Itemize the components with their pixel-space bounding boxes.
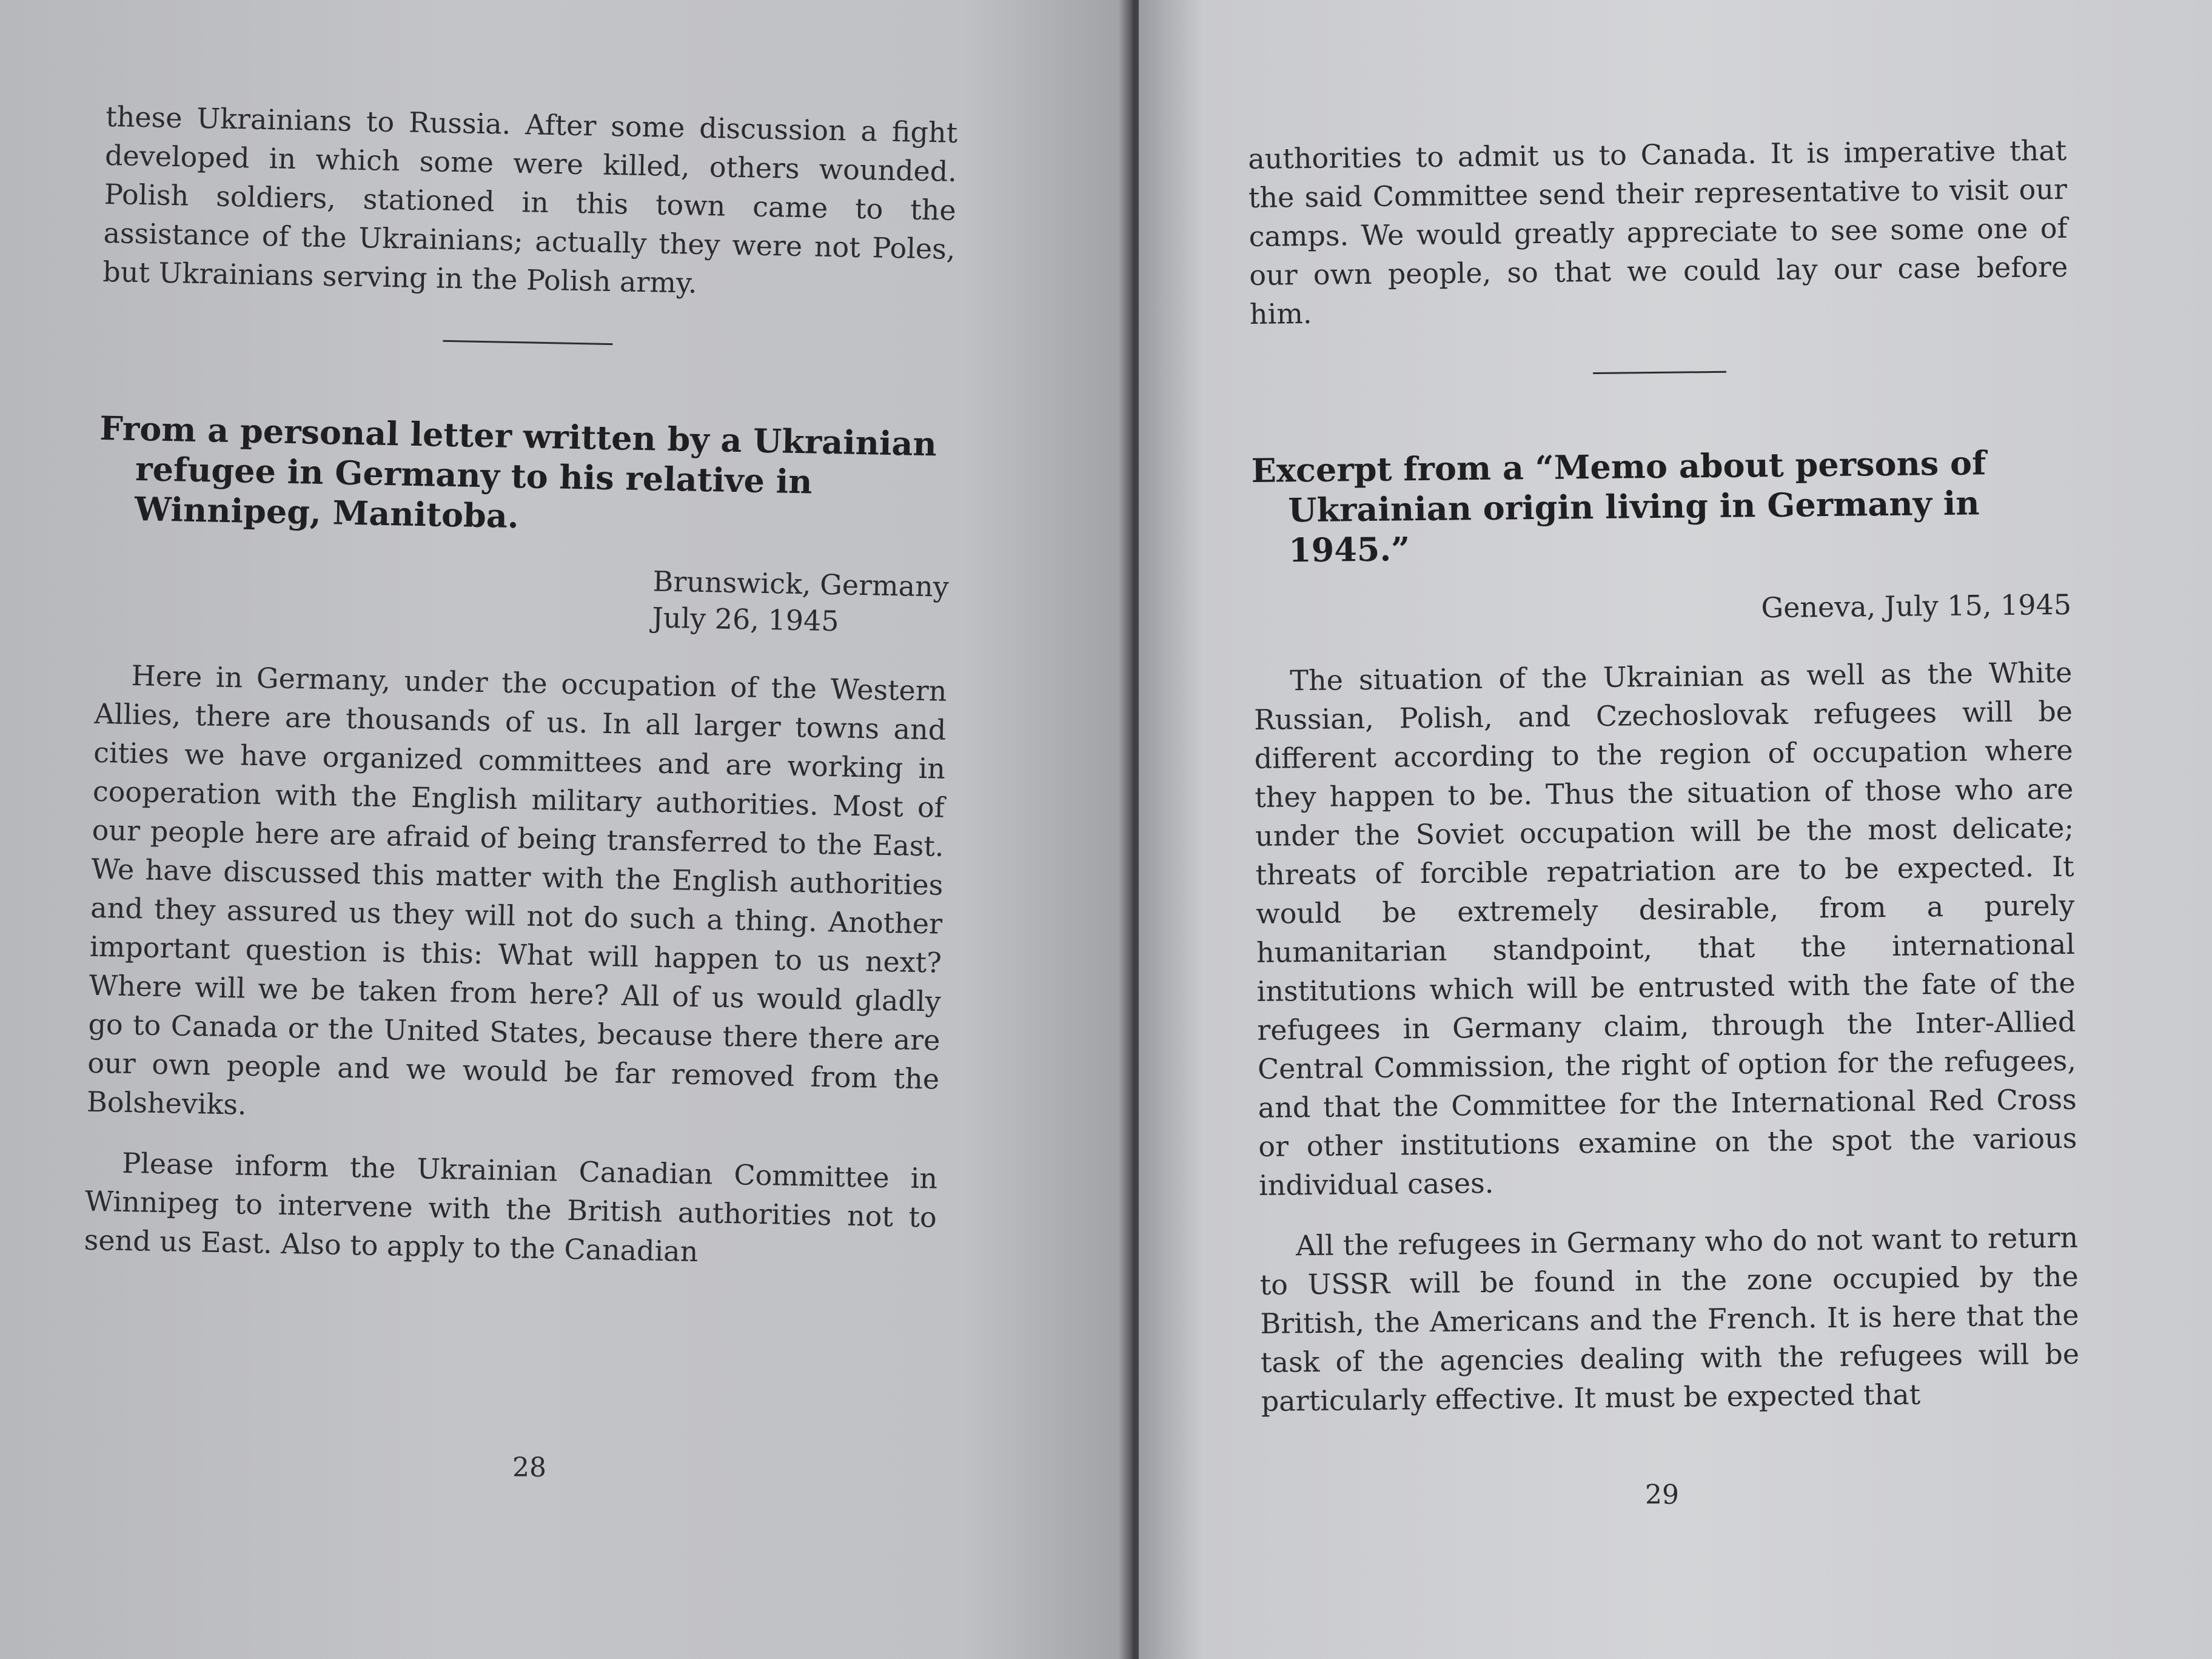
page-number: 28 — [512, 1452, 546, 1483]
letter-paragraph: Here in Germany, under the occupation of the Western Allies, there are thousands of us. In all larger towns and cities we have organized committees and are working in cooperation with the English military authorities. Most of our people here are afraid of being transferred to the East. We have discussed this matter with the English authorities and they assured us they will not do such a thing. Another important question is this: What will happen to us next? Where will we be taken from here? All of us would gladly go to Canada or the United States, because there there are our own people and we would be far removed from the Bolsheviks. — [86, 659, 947, 1121]
dateline-place-date: Geneva, July 15, 1945 — [1761, 588, 2072, 625]
letter-paragraph: Please inform the Ukrainian Canadian Committee in Winnipeg to intervene with the British authorities not to send us East. Also to apply to the Canadian — [84, 1146, 938, 1269]
letter-heading: From a personal letter written by a Ukrainian refugee in Germany to his relative in Winnipeg, Manitoba. — [99, 408, 937, 536]
right-text-column — [1248, 131, 2080, 1421]
page-number: 29 — [1645, 1480, 1679, 1510]
left-text-column — [84, 97, 958, 1276]
memo-paragraph: All the refugees in Germany who do not want to return to USSR will be found in the zone occupied by the British, the Americans and the French. It is here that the task of the agencies dealing with the refugees will be particularly effective. It must be expected that — [1259, 1221, 2080, 1418]
memo-paragraph: The situation of the Ukrainian as well as the White Russian, Polish, and Czechoslovak refugees will be different according to the region of occupation where they happen to be. Thus the situation of those who are under the Soviet occupation will be the most delicate; threats of forcible repatriation are to be expected. It would be extremely desirable, from a purely humanitarian standpoint, that the international institutions which will be entrusted with the fate of the refugees in Germany claim, through the Inter-Allied Central Commission, the right of option for the refugees, and that the Committee for the International Red Cross or other institutions examine on the spot the various individual cases. — [1253, 655, 2077, 1202]
right-continuation-paragraph: authorities to admit us to Canada. It is imperative that the said Committee send their representative to visit our camps. We would greatly appreciate to see some one of our own people, so that we could lay our case before him. — [1248, 133, 2068, 330]
right-page — [1139, 0, 2212, 1659]
left-continuation-paragraph: these Ukrainians to Russia. After some discussion a fight developed in which some were killed, others wounded. Polish soldiers, stationed in this town came to the assistance of the Ukrainians; actually they were not Poles, but Ukrainians serving in the Polish army. — [102, 99, 958, 300]
letter-dateline — [96, 552, 949, 642]
dateline-date: July 26, 1945 — [651, 601, 840, 638]
section-divider — [1593, 371, 1726, 374]
memo-dateline — [1253, 586, 2072, 631]
section-divider — [443, 340, 612, 345]
memo-heading: Excerpt from a “Memo about persons of Ukrainian origin living in Germany in 1945.” — [1251, 443, 1986, 570]
dateline-place: Brunswick, Germany — [652, 565, 950, 603]
